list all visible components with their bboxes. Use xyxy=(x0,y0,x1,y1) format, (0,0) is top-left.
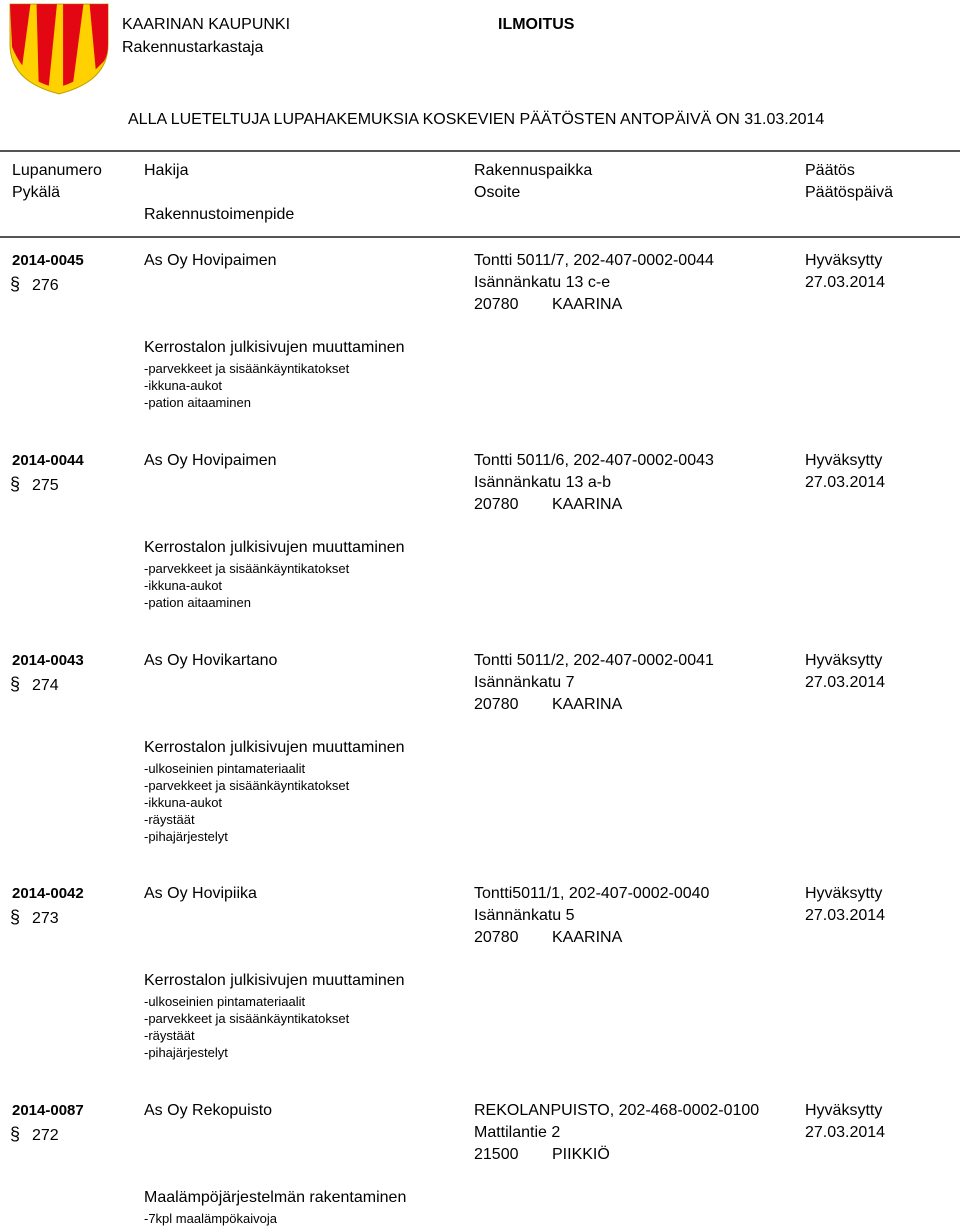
decision: Hyväksytty xyxy=(805,652,883,669)
detail-line: -parvekkeet ja sisäänkäyntikatokset xyxy=(144,361,350,376)
city: KAARINA xyxy=(552,696,623,713)
section-sign-icon: § xyxy=(10,674,21,694)
building-site: Tontti 5011/6, 202-407-0002-0043 xyxy=(474,452,714,469)
col-site: Rakennuspaikka xyxy=(474,162,593,179)
applicant: As Oy Hovipaimen xyxy=(144,452,277,469)
detail-line: -parvekkeet ja sisäänkäyntikatokset xyxy=(144,778,350,793)
decision: Hyväksytty xyxy=(805,885,883,902)
col-operation: Rakennustoimenpide xyxy=(144,206,295,223)
operation: Maalämpöjärjestelmän rakentaminen xyxy=(144,1189,407,1206)
permit-number: 2014-0042 xyxy=(12,885,84,902)
city: PIIKKIÖ xyxy=(552,1146,610,1163)
decision-date: 27.03.2014 xyxy=(805,274,886,291)
notice-title: ILMOITUS xyxy=(498,16,575,33)
applicant: As Oy Hovikartano xyxy=(144,652,278,669)
decision: Hyväksytty xyxy=(805,1102,883,1119)
postal-code: 21500 xyxy=(474,1146,519,1163)
address: Isännänkatu 13 c-e xyxy=(474,274,611,291)
operation: Kerrostalon julkisivujen muuttaminen xyxy=(144,539,405,556)
col-section: Pykälä xyxy=(12,184,61,201)
section xyxy=(10,674,59,695)
operation-details xyxy=(144,560,349,611)
detail-line: -pation aitaaminen xyxy=(144,595,251,610)
header-bottom-rule xyxy=(0,236,960,238)
city: KAARINA xyxy=(552,496,623,513)
operation: Kerrostalon julkisivujen muuttaminen xyxy=(144,339,405,356)
address: Mattilantie 2 xyxy=(474,1124,561,1141)
detail-line: -räystäät xyxy=(144,812,195,827)
decision-date: 27.03.2014 xyxy=(805,907,886,924)
permit-number: 2014-0044 xyxy=(12,452,84,469)
section-sign-icon: § xyxy=(10,474,21,494)
permit-number: 2014-0087 xyxy=(12,1102,84,1119)
building-site: Tontti 5011/2, 202-407-0002-0041 xyxy=(474,652,714,669)
col-address: Osoite xyxy=(474,184,521,201)
permit-number: 2014-0045 xyxy=(12,252,84,269)
section-sign-icon: § xyxy=(10,907,21,927)
section-number: 274 xyxy=(32,677,59,694)
postal-code: 20780 xyxy=(474,496,519,513)
applicant: As Oy Rekopuisto xyxy=(144,1102,273,1119)
section-sign-icon: § xyxy=(10,274,21,294)
city-coat-of-arms-logo xyxy=(8,2,110,96)
city-name: KAARINAN KAUPUNKI xyxy=(122,16,291,33)
building-site: Tontti 5011/7, 202-407-0002-0044 xyxy=(474,252,714,269)
operation-details xyxy=(144,360,349,411)
applicant: As Oy Hovipaimen xyxy=(144,252,277,269)
detail-line: -parvekkeet ja sisäänkäyntikatokset xyxy=(144,561,350,576)
address: Isännänkatu 13 a-b xyxy=(474,474,611,491)
department-name: Rakennustarkastaja xyxy=(122,39,264,56)
col-decision: Päätös xyxy=(805,162,855,179)
section-sign-icon: § xyxy=(10,1124,21,1144)
section-number: 276 xyxy=(32,277,59,294)
detail-line: -parvekkeet ja sisäänkäyntikatokset xyxy=(144,1011,350,1026)
col-decision-date: Päätöspäivä xyxy=(805,184,894,201)
section xyxy=(10,274,59,295)
detail-line: -räystäät xyxy=(144,1028,195,1043)
postal-code: 20780 xyxy=(474,296,519,313)
section-number: 275 xyxy=(32,477,59,494)
header-top-rule xyxy=(0,150,960,152)
decision-date: 27.03.2014 xyxy=(805,474,886,491)
city: KAARINA xyxy=(552,296,623,313)
col-applicant: Hakija xyxy=(144,162,189,179)
section xyxy=(10,1124,59,1145)
operation-details xyxy=(144,1210,277,1227)
section-number: 273 xyxy=(32,910,59,927)
operation: Kerrostalon julkisivujen muuttaminen xyxy=(144,739,405,756)
section xyxy=(10,907,59,928)
postal-code: 20780 xyxy=(474,929,519,946)
decision-date: 27.03.2014 xyxy=(805,674,886,691)
operation-details xyxy=(144,760,349,845)
detail-line: -pihajärjestelyt xyxy=(144,1045,228,1060)
detail-line: -pation aitaaminen xyxy=(144,395,251,410)
section-number: 272 xyxy=(32,1127,59,1144)
detail-line: -7kpl maalämpökaivoja xyxy=(144,1211,277,1226)
postal-code: 20780 xyxy=(474,696,519,713)
detail-line: -ulkoseinien pintamateriaalit xyxy=(144,994,306,1009)
address: Isännänkatu 7 xyxy=(474,674,575,691)
document-subtitle: ALLA LUETELTUJA LUPAHAKEMUKSIA KOSKEVIEN PÄÄTÖSTEN ANTOPÄIVÄ ON 31.03.2014 xyxy=(128,111,825,128)
detail-line: -ikkuna-aukot xyxy=(144,795,223,810)
building-site: Tontti5011/1, 202-407-0002-0040 xyxy=(474,885,710,902)
operation: Kerrostalon julkisivujen muuttaminen xyxy=(144,972,405,989)
decision: Hyväksytty xyxy=(805,452,883,469)
detail-line: -ikkuna-aukot xyxy=(144,578,223,593)
address: Isännänkatu 5 xyxy=(474,907,575,924)
decision: Hyväksytty xyxy=(805,252,883,269)
section xyxy=(10,474,59,495)
col-permit-number: Lupanumero xyxy=(12,162,102,179)
building-site: REKOLANPUISTO, 202-468-0002-0100 xyxy=(474,1102,760,1119)
detail-line: -pihajärjestelyt xyxy=(144,829,228,844)
decision-date: 27.03.2014 xyxy=(805,1124,886,1141)
detail-line: -ulkoseinien pintamateriaalit xyxy=(144,761,306,776)
applicant: As Oy Hovipiika xyxy=(144,885,257,902)
permit-number: 2014-0043 xyxy=(12,652,84,669)
city: KAARINA xyxy=(552,929,623,946)
detail-line: -ikkuna-aukot xyxy=(144,378,223,393)
operation-details xyxy=(144,993,349,1061)
